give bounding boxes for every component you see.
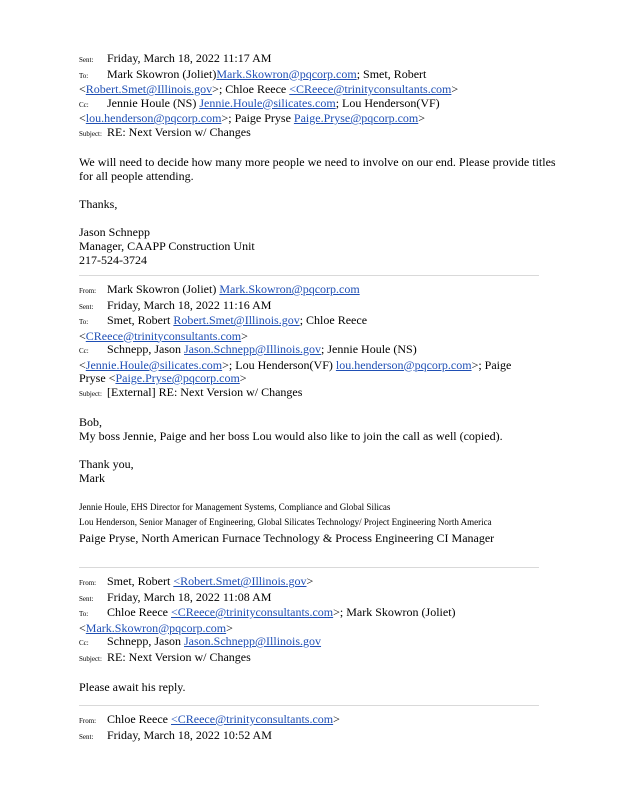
- sender-name: Mark Skowron (Joliet): [107, 282, 220, 296]
- recipient-name: ; Lou Henderson(VF): [335, 95, 440, 110]
- email-link[interactable]: Mark.Skowron@pqcorp.com: [85, 620, 227, 635]
- message-closing: Thanks,: [79, 197, 118, 211]
- recipient-name: Pryse <: [79, 371, 116, 385]
- recipient-name: >; Paige: [471, 357, 512, 372]
- divider: [79, 567, 539, 568]
- cc-label: Cc:: [79, 347, 89, 355]
- recipient-name: >; Chloe Reece: [212, 82, 290, 96]
- bracket: >: [239, 371, 247, 385]
- message-body: Please await his reply.: [79, 680, 186, 694]
- email-link[interactable]: Mark.Skowron@pqcorp.com: [219, 282, 360, 296]
- recipient-name: ; Chloe Reece: [299, 313, 368, 327]
- sent-value: Friday, March 18, 2022 11:16 AM: [107, 297, 272, 312]
- cc-row-continued: [79, 112, 559, 126]
- spacer: [79, 141, 559, 155]
- signature-name: Mark: [79, 471, 105, 485]
- to-row: [79, 68, 559, 84]
- bracket: >: [333, 712, 340, 726]
- email-link[interactable]: lou.henderson@pqcorp.com: [85, 111, 222, 125]
- bracket: >: [451, 82, 459, 96]
- recipient-name: >; Lou Henderson(VF): [222, 357, 336, 372]
- contact-line: Jennie Houle, EHS Director for Management Systems, Compliance and Global Silicas: [79, 502, 391, 512]
- recipient-name: Mark Skowron (Joliet): [107, 66, 217, 81]
- sent-row: [79, 729, 559, 745]
- cc-label: Cc:: [79, 100, 89, 109]
- bracket: >: [306, 574, 314, 588]
- signature-phone: 217-524-3724: [79, 253, 147, 267]
- spacer: [79, 485, 559, 499]
- message-greeting: Bob,: [79, 415, 103, 429]
- email-link[interactable]: <Robert.Smet@Illinois.gov: [173, 574, 307, 588]
- sent-label: Sent:: [79, 56, 94, 64]
- signature-title: Manager, CAAPP Construction Unit: [79, 239, 255, 253]
- to-label: To:: [79, 610, 89, 618]
- subject-value: RE: Next Version w/ Changes: [107, 124, 251, 139]
- subject-row: [79, 386, 559, 402]
- bracket: <: [79, 111, 86, 125]
- message-body: We will need to decide how many more people we need to involve on our end. Please provide titles for all people attending.: [79, 155, 556, 183]
- subject-row: [79, 126, 559, 142]
- from-row: [79, 575, 559, 591]
- email-link[interactable]: <CReece@trinityconsultants.com: [289, 82, 452, 96]
- sender-name: Chloe Reece: [107, 712, 171, 726]
- email-link[interactable]: Jennie.Houle@silicates.com: [85, 357, 223, 372]
- subject-value: [External] RE: Next Version w/ Changes: [107, 384, 303, 399]
- subject-label: Subject:: [79, 129, 102, 138]
- spacer: [79, 211, 559, 225]
- sent-value: Friday, March 18, 2022 11:17 AM: [107, 51, 272, 65]
- sent-value: Friday, March 18, 2022 10:52 AM: [107, 727, 272, 742]
- recipient-name: >; Mark Skowron (Joliet): [333, 605, 456, 619]
- cc-row: [79, 343, 559, 359]
- email-link[interactable]: Jason.Schnepp@Illinois.gov: [184, 342, 322, 356]
- email-link[interactable]: Paige.Pryse@pqcorp.com: [293, 111, 419, 125]
- sent-row: [79, 299, 559, 315]
- email-thread: [79, 52, 559, 744]
- from-label: From:: [79, 579, 97, 587]
- to-row-continued: [79, 330, 559, 344]
- spacer: [79, 443, 559, 457]
- bracket: <: [79, 357, 86, 372]
- bracket: <: [79, 328, 86, 343]
- message-closing: Thank you,: [79, 457, 134, 471]
- recipient-name: >; Paige Pryse: [221, 111, 294, 125]
- cc-row-continued: [79, 359, 559, 373]
- from-label: From:: [79, 717, 97, 725]
- divider: [79, 705, 539, 706]
- bracket: <: [79, 82, 86, 96]
- cc-label: Cc:: [79, 639, 89, 647]
- recipient-name: Schnepp, Jason: [107, 342, 184, 356]
- to-row-continued: [79, 622, 559, 636]
- sent-label: Sent:: [79, 732, 94, 741]
- email-link[interactable]: <CReece@trinityconsultants.com: [170, 712, 334, 726]
- divider: [79, 275, 539, 276]
- recipient-name: Smet, Robert: [107, 313, 174, 327]
- email-link[interactable]: CReece@trinityconsultants.com: [85, 328, 242, 343]
- sent-row: [79, 52, 559, 68]
- email-link[interactable]: <CReece@trinityconsultants.com: [170, 605, 334, 619]
- bracket: >: [418, 111, 426, 125]
- from-row: [79, 713, 559, 729]
- email-link[interactable]: Jason.Schnepp@Illinois.gov: [184, 634, 322, 648]
- to-label: To:: [79, 71, 89, 80]
- recipient-name: ; Smet, Robert: [356, 66, 427, 81]
- email-link[interactable]: Robert.Smet@Illinois.gov: [85, 82, 213, 96]
- bracket: >: [226, 620, 233, 635]
- sender-name: Smet, Robert: [107, 574, 174, 588]
- to-row: [79, 314, 559, 330]
- subject-row: [79, 651, 559, 667]
- spacer: [79, 545, 559, 559]
- recipient-name: Chloe Reece: [107, 605, 171, 619]
- contact-line: Paige Pryse, North American Furnace Technology & Process Engineering CI Manager: [79, 531, 495, 545]
- to-row-continued: [79, 83, 559, 97]
- subject-label: Subject:: [79, 654, 102, 663]
- email-link[interactable]: Robert.Smet@Illinois.gov: [173, 313, 300, 327]
- recipient-name: ; Jennie Houle (NS): [321, 342, 417, 356]
- recipient-name: Schnepp, Jason: [107, 634, 184, 648]
- email-link[interactable]: Jennie.Houle@silicates.com: [199, 95, 336, 110]
- sent-row: [79, 591, 559, 607]
- spacer: [79, 401, 559, 415]
- bracket: <: [79, 620, 86, 635]
- subject-value: RE: Next Version w/ Changes: [107, 649, 251, 664]
- email-link[interactable]: Paige.Pryse@pqcorp.com: [115, 371, 240, 385]
- cc-row: [79, 97, 559, 113]
- message-body: My boss Jennie, Paige and her boss Lou would also like to join the call as well (copied).: [79, 429, 503, 443]
- from-label: From:: [79, 287, 97, 295]
- subject-label: Subject:: [79, 389, 102, 398]
- spacer: [79, 666, 559, 680]
- to-row: [79, 606, 559, 622]
- signature-name: Jason Schnepp: [79, 225, 150, 239]
- email-link[interactable]: Mark.Skowron@pqcorp.com: [216, 66, 357, 81]
- recipient-name: Jennie Houle (NS): [107, 95, 200, 110]
- email-link[interactable]: lou.henderson@pqcorp.com: [335, 357, 472, 372]
- cc-row: [79, 635, 559, 651]
- spacer: [79, 183, 559, 197]
- sent-value: Friday, March 18, 2022 11:08 AM: [107, 589, 272, 604]
- bracket: >: [241, 328, 248, 343]
- sent-label: Sent:: [79, 302, 94, 311]
- contact-line: Lou Henderson, Senior Manager of Engineering, Global Silicates Technology/ Project Engineering North America: [79, 517, 492, 527]
- from-row: [79, 283, 559, 299]
- sent-label: Sent:: [79, 594, 94, 603]
- to-label: To:: [79, 318, 89, 326]
- cc-row-continued: [79, 372, 559, 386]
